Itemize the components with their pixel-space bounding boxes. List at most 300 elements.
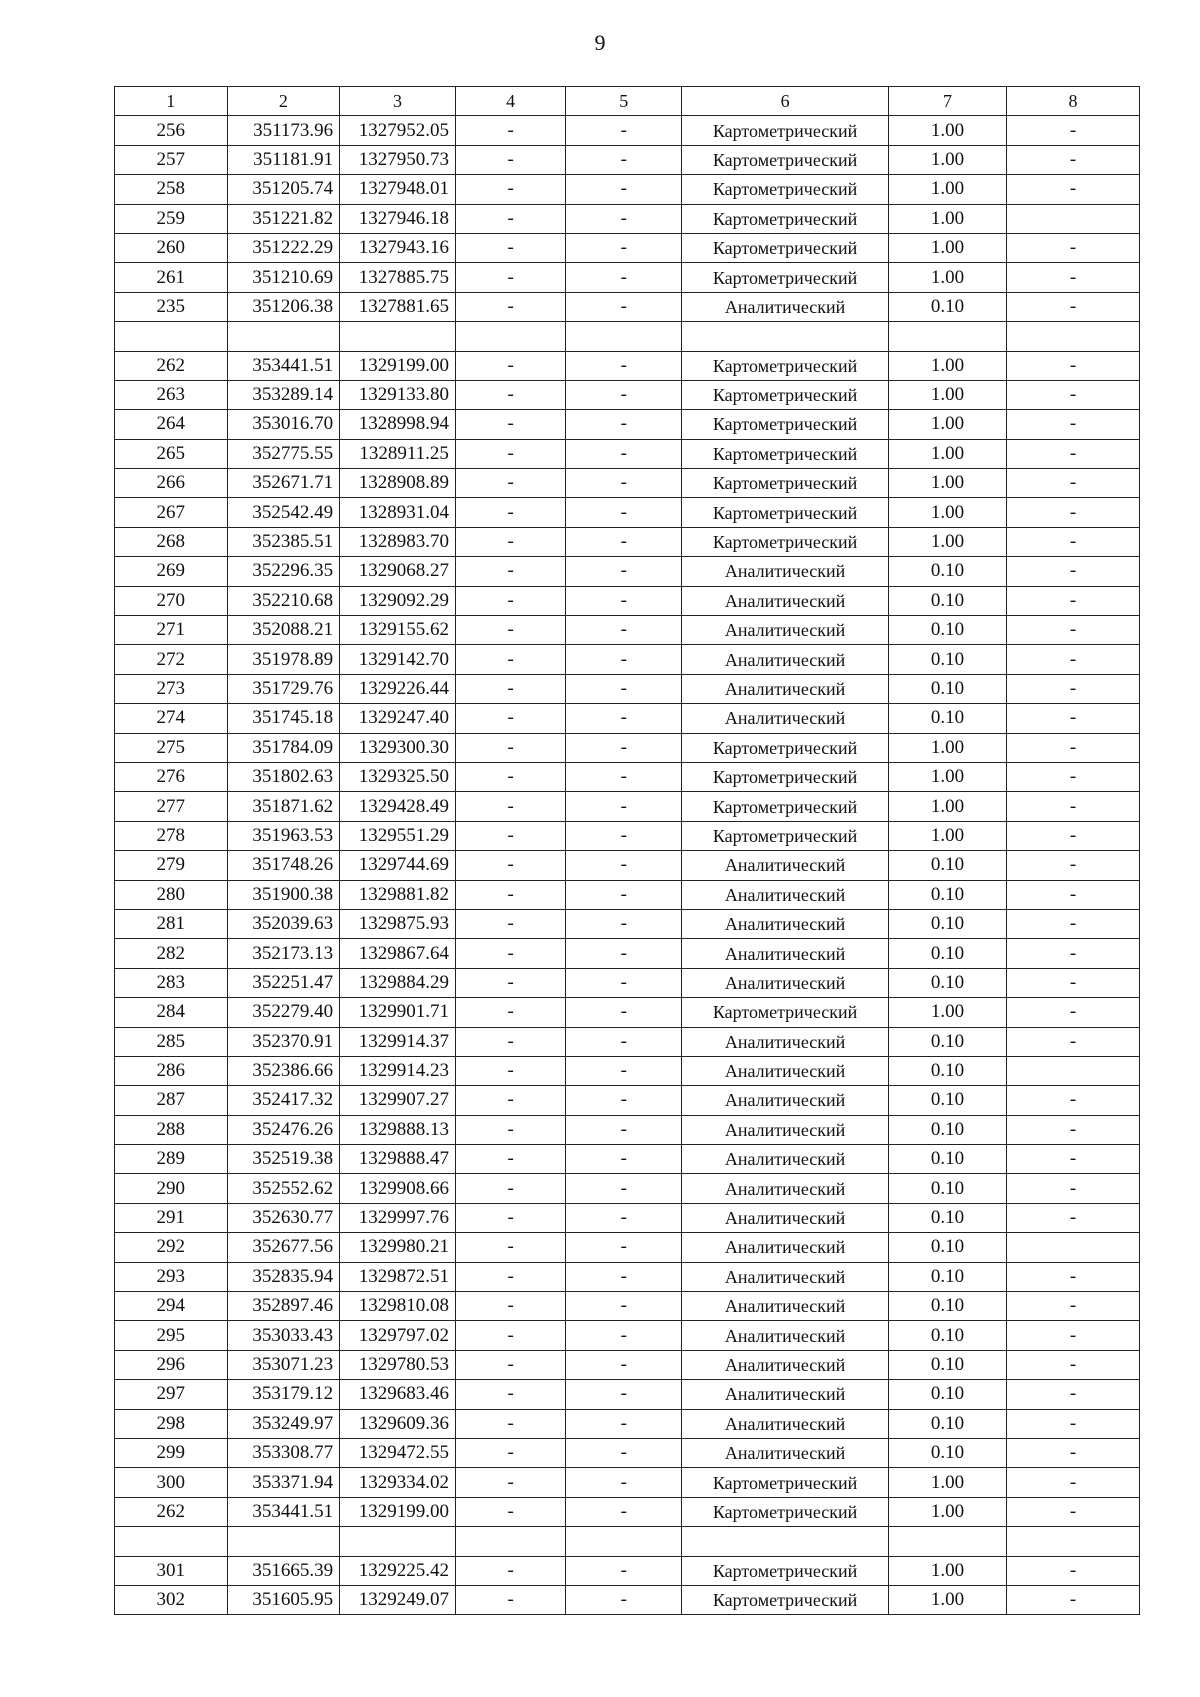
cell-coordinate-y [340, 1527, 456, 1556]
cell-method: Аналитический [682, 586, 889, 615]
cell-coordinate-x [227, 322, 340, 351]
table-body [115, 87, 1140, 1615]
cell-col-5: - [566, 410, 682, 439]
cell-coordinate-x: 353179.12 [227, 1380, 340, 1409]
cell-col-8: - [1007, 1585, 1140, 1614]
cell-point-number: 270 [115, 586, 228, 615]
cell-col-4: - [455, 175, 565, 204]
cell-col-4: - [455, 968, 565, 997]
table-row [115, 1056, 1140, 1085]
table-row [115, 527, 1140, 556]
cell-col-8: - [1007, 1115, 1140, 1144]
cell-method: Аналитический [682, 292, 889, 321]
cell-col-4: - [455, 233, 565, 262]
cell-method: Аналитический [682, 1321, 889, 1350]
cell-method: Аналитический [682, 674, 889, 703]
cell-accuracy: 0.10 [889, 909, 1007, 938]
cell-point-number: 269 [115, 557, 228, 586]
cell-point-number: 235 [115, 292, 228, 321]
cell-point-number: 292 [115, 1233, 228, 1262]
cell-coordinate-y: 1329325.50 [340, 762, 456, 791]
cell-col-4: - [455, 439, 565, 468]
cell-coordinate-y: 1329609.36 [340, 1409, 456, 1438]
cell-accuracy: 1.00 [889, 469, 1007, 498]
cell-col-4: - [455, 851, 565, 880]
cell-col-8: - [1007, 939, 1140, 968]
cell-col-4: - [455, 1027, 565, 1056]
cell-col-4: - [455, 116, 565, 145]
cell-accuracy: 1.00 [889, 762, 1007, 791]
cell-col-4: - [455, 292, 565, 321]
cell-col-8 [1007, 204, 1140, 233]
cell-col-8: - [1007, 880, 1140, 909]
cell-method: Картометрический [682, 116, 889, 145]
cell-method: Аналитический [682, 968, 889, 997]
cell-col-4: - [455, 1086, 565, 1115]
cell-col-5: - [566, 851, 682, 880]
cell-accuracy: 1.00 [889, 351, 1007, 380]
cell-col-8: - [1007, 733, 1140, 762]
table-row [115, 704, 1140, 733]
cell-point-number: 274 [115, 704, 228, 733]
cell-coordinate-x: 352775.55 [227, 439, 340, 468]
cell-coordinate-y: 1329914.37 [340, 1027, 456, 1056]
cell-accuracy [889, 322, 1007, 351]
cell-coordinate-x: 351748.26 [227, 851, 340, 880]
cell-col-8: - [1007, 380, 1140, 409]
cell-col-5: - [566, 1056, 682, 1085]
cell-col-8 [1007, 322, 1140, 351]
cell-col-5: - [566, 1409, 682, 1438]
cell-method: Картометрический [682, 1497, 889, 1526]
cell-coordinate-y: 1329810.08 [340, 1292, 456, 1321]
cell-col-5: - [566, 1115, 682, 1144]
cell-method: Аналитический [682, 1409, 889, 1438]
cell-coordinate-x: 351181.91 [227, 145, 340, 174]
cell-col-8: - [1007, 439, 1140, 468]
cell-coordinate-y: 1329884.29 [340, 968, 456, 997]
cell-accuracy: 0.10 [889, 645, 1007, 674]
cell-col-8: - [1007, 1556, 1140, 1585]
cell-col-8: - [1007, 557, 1140, 586]
cell-col-5 [566, 1527, 682, 1556]
cell-method: Аналитический [682, 1233, 889, 1262]
cell-method: Аналитический [682, 1056, 889, 1085]
table-row [115, 1086, 1140, 1115]
cell-coordinate-y: 1329875.93 [340, 909, 456, 938]
cell-coordinate-x: 353289.14 [227, 380, 340, 409]
cell-col-5: - [566, 762, 682, 791]
cell-method: Картометрический [682, 1468, 889, 1497]
cell-col-4: - [455, 586, 565, 615]
cell-method: Аналитический [682, 1145, 889, 1174]
table-row [115, 410, 1140, 439]
cell-accuracy: 1.00 [889, 116, 1007, 145]
cell-col-4: - [455, 1497, 565, 1526]
cell-coordinate-x: 351222.29 [227, 233, 340, 262]
cell-method: Картометрический [682, 527, 889, 556]
cell-accuracy: 0.10 [889, 674, 1007, 703]
table-row [115, 792, 1140, 821]
cell-col-8: - [1007, 1468, 1140, 1497]
cell-col-4: - [455, 733, 565, 762]
cell-point-number: 301 [115, 1556, 228, 1585]
cell-point-number: 262 [115, 351, 228, 380]
cell-coordinate-x: 351802.63 [227, 762, 340, 791]
cell-accuracy: 1.00 [889, 439, 1007, 468]
cell-coordinate-y: 1329881.82 [340, 880, 456, 909]
cell-coordinate-y: 1329133.80 [340, 380, 456, 409]
cell-col-8: - [1007, 498, 1140, 527]
cell-col-5: - [566, 557, 682, 586]
cell-method: Аналитический [682, 557, 889, 586]
cell-coordinate-y: 1329247.40 [340, 704, 456, 733]
table-row [115, 909, 1140, 938]
cell-col-4: - [455, 469, 565, 498]
table-row [115, 851, 1140, 880]
cell-col-8: - [1007, 233, 1140, 262]
column-header: 2 [227, 87, 340, 116]
cell-method: Аналитический [682, 704, 889, 733]
cell-coordinate-y: 1329914.23 [340, 1056, 456, 1085]
table-row [115, 1321, 1140, 1350]
cell-col-4: - [455, 1585, 565, 1614]
cell-coordinate-x: 352476.26 [227, 1115, 340, 1144]
cell-col-8: - [1007, 645, 1140, 674]
cell-accuracy: 0.10 [889, 1292, 1007, 1321]
cell-coordinate-y: 1329300.30 [340, 733, 456, 762]
cell-coordinate-y: 1328908.89 [340, 469, 456, 498]
cell-accuracy: 1.00 [889, 527, 1007, 556]
cell-coordinate-x: 353441.51 [227, 1497, 340, 1526]
cell-col-8: - [1007, 1027, 1140, 1056]
cell-accuracy: 0.10 [889, 1203, 1007, 1232]
table-row [115, 1380, 1140, 1409]
cell-coordinate-x: 352835.94 [227, 1262, 340, 1291]
cell-col-4: - [455, 1203, 565, 1232]
cell-col-8: - [1007, 351, 1140, 380]
cell-method [682, 322, 889, 351]
table-row [115, 586, 1140, 615]
cell-col-5: - [566, 1086, 682, 1115]
cell-col-4: - [455, 1321, 565, 1350]
cell-col-8: - [1007, 1262, 1140, 1291]
cell-accuracy: 0.10 [889, 1145, 1007, 1174]
cell-col-5: - [566, 380, 682, 409]
cell-accuracy: 1.00 [889, 1585, 1007, 1614]
cell-point-number: 293 [115, 1262, 228, 1291]
cell-point-number: 279 [115, 851, 228, 880]
cell-coordinate-x: 352385.51 [227, 527, 340, 556]
cell-method: Картометрический [682, 498, 889, 527]
cell-coordinate-y: 1329142.70 [340, 645, 456, 674]
cell-method: Картометрический [682, 1585, 889, 1614]
cell-coordinate-y: 1329199.00 [340, 1497, 456, 1526]
cell-method [682, 1527, 889, 1556]
cell-method: Картометрический [682, 998, 889, 1027]
table-row [115, 204, 1140, 233]
cell-col-5: - [566, 439, 682, 468]
cell-col-8: - [1007, 1438, 1140, 1467]
cell-point-number: 285 [115, 1027, 228, 1056]
cell-coordinate-x: 352542.49 [227, 498, 340, 527]
table-row [115, 616, 1140, 645]
cell-point-number: 275 [115, 733, 228, 762]
cell-col-8: - [1007, 410, 1140, 439]
cell-coordinate-y: 1327948.01 [340, 175, 456, 204]
cell-coordinate-y: 1329428.49 [340, 792, 456, 821]
table-row [115, 1585, 1140, 1614]
table-row [115, 821, 1140, 850]
cell-point-number: 291 [115, 1203, 228, 1232]
cell-point-number [115, 1527, 228, 1556]
cell-point-number: 298 [115, 1409, 228, 1438]
cell-point-number: 284 [115, 998, 228, 1027]
cell-accuracy: 1.00 [889, 380, 1007, 409]
cell-col-5: - [566, 821, 682, 850]
cell-accuracy: 1.00 [889, 733, 1007, 762]
cell-col-4: - [455, 263, 565, 292]
cell-coordinate-y: 1329068.27 [340, 557, 456, 586]
cell-point-number: 287 [115, 1086, 228, 1115]
cell-accuracy: 0.10 [889, 616, 1007, 645]
cell-coordinate-x: 351900.38 [227, 880, 340, 909]
cell-col-5: - [566, 1321, 682, 1350]
cell-col-5: - [566, 909, 682, 938]
cell-method: Картометрический [682, 380, 889, 409]
cell-col-5: - [566, 939, 682, 968]
column-header: 5 [566, 87, 682, 116]
cell-col-8: - [1007, 1380, 1140, 1409]
cell-col-5: - [566, 1350, 682, 1379]
table-row [115, 469, 1140, 498]
table-row [115, 116, 1140, 145]
cell-point-number: 282 [115, 939, 228, 968]
cell-coordinate-x: 351221.82 [227, 204, 340, 233]
cell-point-number: 294 [115, 1292, 228, 1321]
page-number: 9 [594, 30, 606, 55]
cell-col-8: - [1007, 998, 1140, 1027]
cell-col-4: - [455, 821, 565, 850]
cell-accuracy: 1.00 [889, 1468, 1007, 1497]
cell-col-8: - [1007, 909, 1140, 938]
cell-col-4: - [455, 204, 565, 233]
cell-method: Аналитический [682, 851, 889, 880]
cell-col-4: - [455, 645, 565, 674]
cell-col-5: - [566, 645, 682, 674]
cell-col-8: - [1007, 674, 1140, 703]
cell-coordinate-x: 351963.53 [227, 821, 340, 850]
cell-col-5: - [566, 1145, 682, 1174]
cell-accuracy: 1.00 [889, 263, 1007, 292]
cell-col-4 [455, 1527, 565, 1556]
cell-method: Аналитический [682, 645, 889, 674]
cell-method: Картометрический [682, 792, 889, 821]
cell-col-8: - [1007, 527, 1140, 556]
cell-accuracy: 1.00 [889, 821, 1007, 850]
cell-point-number: 286 [115, 1056, 228, 1085]
cell-accuracy: 1.00 [889, 204, 1007, 233]
table-row [115, 351, 1140, 380]
table-row [115, 1468, 1140, 1497]
cell-col-8: - [1007, 1145, 1140, 1174]
cell-col-8: - [1007, 586, 1140, 615]
cell-coordinate-x: 353249.97 [227, 1409, 340, 1438]
cell-accuracy: 0.10 [889, 1086, 1007, 1115]
cell-coordinate-x: 352296.35 [227, 557, 340, 586]
cell-coordinate-x: 353033.43 [227, 1321, 340, 1350]
cell-coordinate-x: 351206.38 [227, 292, 340, 321]
cell-coordinate-x: 352173.13 [227, 939, 340, 968]
table-row [115, 939, 1140, 968]
cell-method: Аналитический [682, 1292, 889, 1321]
cell-accuracy: 0.10 [889, 1233, 1007, 1262]
table-row [115, 498, 1140, 527]
cell-col-5: - [566, 263, 682, 292]
table-row [115, 557, 1140, 586]
cell-point-number: 261 [115, 263, 228, 292]
cell-col-4: - [455, 939, 565, 968]
cell-coordinate-y: 1328911.25 [340, 439, 456, 468]
table-row [115, 998, 1140, 1027]
cell-col-4: - [455, 557, 565, 586]
cell-accuracy: 0.10 [889, 1027, 1007, 1056]
cell-method: Картометрический [682, 410, 889, 439]
cell-point-number [115, 322, 228, 351]
cell-coordinate-x: 352386.66 [227, 1056, 340, 1085]
cell-col-4: - [455, 762, 565, 791]
cell-accuracy [889, 1527, 1007, 1556]
cell-method: Картометрический [682, 145, 889, 174]
cell-col-5: - [566, 469, 682, 498]
cell-coordinate-x: 351205.74 [227, 175, 340, 204]
cell-point-number: 281 [115, 909, 228, 938]
cell-method: Аналитический [682, 616, 889, 645]
cell-coordinate-x: 352677.56 [227, 1233, 340, 1262]
cell-coordinate-y: 1329225.42 [340, 1556, 456, 1585]
cell-col-8: - [1007, 1350, 1140, 1379]
cell-col-4: - [455, 351, 565, 380]
cell-coordinate-y: 1329907.27 [340, 1086, 456, 1115]
column-header: 4 [455, 87, 565, 116]
cell-col-8: - [1007, 616, 1140, 645]
table-row [115, 1527, 1140, 1556]
cell-coordinate-y: 1329797.02 [340, 1321, 456, 1350]
table-row [115, 880, 1140, 909]
cell-col-4: - [455, 1262, 565, 1291]
cell-point-number: 260 [115, 233, 228, 262]
cell-accuracy: 1.00 [889, 145, 1007, 174]
cell-point-number: 277 [115, 792, 228, 821]
cell-point-number: 300 [115, 1468, 228, 1497]
cell-coordinate-x: 351665.39 [227, 1556, 340, 1585]
cell-coordinate-y: 1329780.53 [340, 1350, 456, 1379]
cell-method: Картометрический [682, 733, 889, 762]
cell-method: Картометрический [682, 175, 889, 204]
cell-col-4: - [455, 1056, 565, 1085]
cell-col-5: - [566, 527, 682, 556]
cell-accuracy: 0.10 [889, 1350, 1007, 1379]
cell-col-8: - [1007, 1292, 1140, 1321]
column-header: 1 [115, 87, 228, 116]
cell-col-4: - [455, 1233, 565, 1262]
cell-accuracy: 1.00 [889, 998, 1007, 1027]
cell-accuracy: 0.10 [889, 1321, 1007, 1350]
cell-col-4: - [455, 1292, 565, 1321]
cell-coordinate-x: 352210.68 [227, 586, 340, 615]
cell-method: Картометрический [682, 1556, 889, 1585]
cell-point-number: 280 [115, 880, 228, 909]
cell-col-5: - [566, 586, 682, 615]
cell-accuracy: 0.10 [889, 1409, 1007, 1438]
cell-col-5: - [566, 1438, 682, 1467]
cell-col-5: - [566, 1556, 682, 1585]
cell-method: Картометрический [682, 204, 889, 233]
cell-point-number: 299 [115, 1438, 228, 1467]
cell-coordinate-y: 1329249.07 [340, 1585, 456, 1614]
cell-col-8: - [1007, 851, 1140, 880]
cell-point-number: 264 [115, 410, 228, 439]
cell-method: Картометрический [682, 762, 889, 791]
cell-col-4: - [455, 1115, 565, 1144]
cell-coordinate-x: 353016.70 [227, 410, 340, 439]
cell-coordinate-x: 351871.62 [227, 792, 340, 821]
table-row [115, 1409, 1140, 1438]
cell-col-5: - [566, 733, 682, 762]
cell-coordinate-y: 1327950.73 [340, 145, 456, 174]
table-row [115, 674, 1140, 703]
cell-point-number: 257 [115, 145, 228, 174]
cell-coordinate-y: 1329092.29 [340, 586, 456, 615]
cell-coordinate-y: 1329888.47 [340, 1145, 456, 1174]
cell-col-5: - [566, 204, 682, 233]
cell-accuracy: 0.10 [889, 939, 1007, 968]
cell-coordinate-y: 1329226.44 [340, 674, 456, 703]
cell-col-4: - [455, 380, 565, 409]
cell-col-4: - [455, 527, 565, 556]
cell-col-4: - [455, 792, 565, 821]
cell-accuracy: 0.10 [889, 292, 1007, 321]
cell-col-5: - [566, 616, 682, 645]
table-row [115, 1438, 1140, 1467]
column-header: 3 [340, 87, 456, 116]
cell-point-number: 258 [115, 175, 228, 204]
cell-accuracy: 0.10 [889, 1380, 1007, 1409]
cell-col-8: - [1007, 1174, 1140, 1203]
cell-point-number: 268 [115, 527, 228, 556]
cell-coordinate-y: 1329997.76 [340, 1203, 456, 1232]
cell-point-number: 262 [115, 1497, 228, 1526]
cell-coordinate-x: 352552.62 [227, 1174, 340, 1203]
cell-coordinate-y: 1327881.65 [340, 292, 456, 321]
cell-col-5: - [566, 1203, 682, 1232]
cell-col-8: - [1007, 263, 1140, 292]
cell-method: Аналитический [682, 1380, 889, 1409]
cell-method: Картометрический [682, 439, 889, 468]
cell-accuracy: 1.00 [889, 410, 1007, 439]
cell-col-8: - [1007, 116, 1140, 145]
cell-accuracy: 0.10 [889, 557, 1007, 586]
cell-method: Аналитический [682, 1262, 889, 1291]
cell-col-5: - [566, 1468, 682, 1497]
cell-coordinate-x: 353071.23 [227, 1350, 340, 1379]
cell-col-5: - [566, 145, 682, 174]
cell-point-number: 278 [115, 821, 228, 850]
cell-point-number: 259 [115, 204, 228, 233]
cell-col-4: - [455, 616, 565, 645]
cell-coordinate-y: 1327885.75 [340, 263, 456, 292]
table-row [115, 1115, 1140, 1144]
